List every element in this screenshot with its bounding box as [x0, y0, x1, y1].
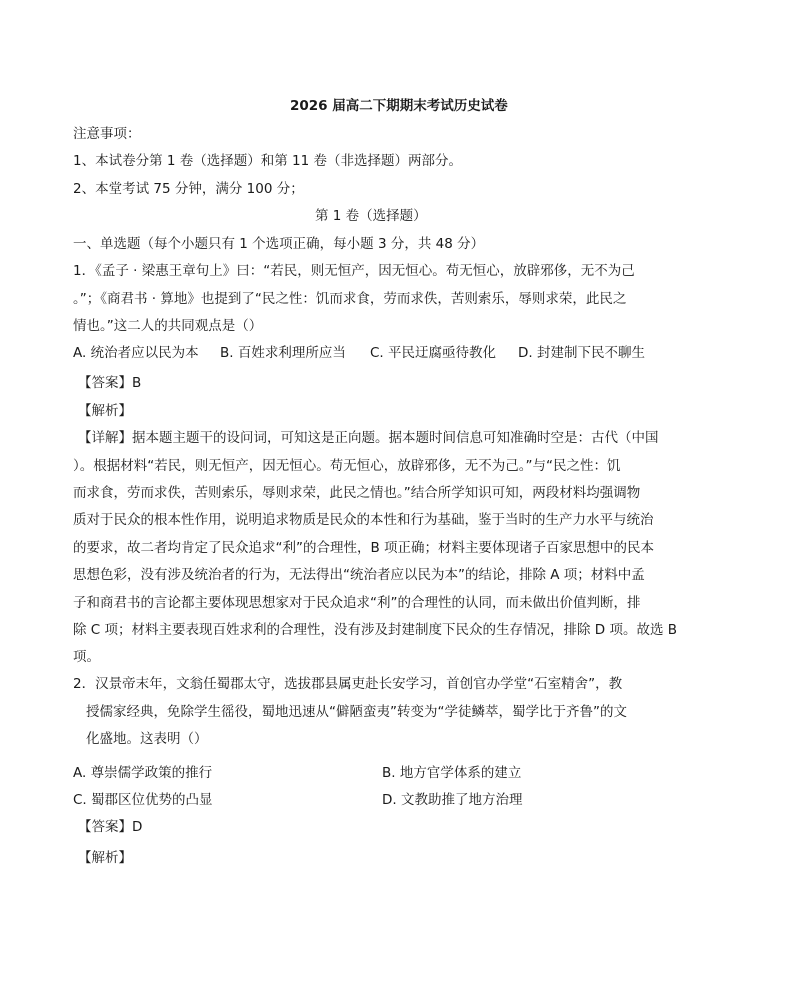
q2-answer: 【答案】D	[78, 819, 143, 835]
q1-option-d: D. 封建制下民不聊生	[518, 345, 645, 361]
q2-option-d: D. 文教助推了地方治理	[382, 792, 523, 808]
q1-stem-line: 。”；《商君书 · 算地》也提到了“民之性：饥而求食，劳而求佚，苦则索乐，辱则求荣，此民之	[73, 291, 627, 307]
q1-analysis-line: 子和商君书的言论都主要体现思想家对于民众追求“利”的合理性的认同，而未做出价值判断，排	[73, 595, 641, 611]
page-title: 2026 届高二下期期末考试历史试卷	[290, 98, 508, 114]
q2-analysis-label: 【解析】	[78, 850, 132, 866]
q1-analysis-line: 质对于民众的根本性作用，说明追求物质是民众的本性和行为基础，鉴于当时的生产力水平与统治	[73, 512, 654, 528]
q1-option-c: C. 平民迂腐亟待教化	[370, 345, 497, 361]
notice-item: 1、本试卷分第 1 卷（选择题）和第 11 卷（非选择题）两部分。	[73, 153, 463, 169]
q2-stem-line: 化盛地。这表明（）	[86, 731, 208, 747]
part-heading: 一、单选题（每个小题只有 1 个选项正确，每小题 3 分，共 48 分）	[73, 236, 485, 252]
q2-option-a: A. 尊崇儒学政策的推行	[73, 765, 213, 781]
q1-analysis-line: 除 C 项；材料主要表现百姓求利的合理性，没有涉及封建制度下民众的生存情况，排除 D 项。故选 B	[73, 622, 678, 638]
q2-option-b: B. 地方官学体系的建立	[382, 765, 522, 781]
q1-analysis-line: ）。根据材料“若民，则无恒产，因无恒心。苟无恒心，放辟邪侈，无不为己。”与“民之性：饥	[73, 458, 621, 474]
q1-option-a: A. 统治者应以民为本	[73, 345, 199, 361]
q1-analysis-line: 思想色彩，没有涉及统治者的行为，无法得出“统治者应以民为本”的结论，排除 A 项；材料中孟	[73, 567, 645, 583]
q2-option-c: C. 蜀郡区位优势的凸显	[73, 792, 213, 808]
section-title: 第 1 卷（选择题）	[315, 208, 427, 224]
notice-item: 2、本堂考试 75 分钟，满分 100 分；	[73, 181, 304, 197]
q2-stem-line: 2．汉景帝末年，文翁任蜀郡太守，选拔郡县属吏赴长安学习，首创官办学堂“石室精舍”，教	[73, 676, 623, 692]
q1-analysis-line: 项。	[73, 649, 100, 665]
q1-option-b: B. 百姓求利理所应当	[220, 345, 346, 361]
q1-analysis-label: 【解析】	[78, 403, 132, 419]
q1-analysis-line: 的要求，故二者均肯定了民众追求“利”的合理性，B 项正确；材料主要体现诸子百家思想中的民本	[73, 540, 655, 556]
q1-stem-line: 情也。”这二人的共同观点是（）	[73, 318, 263, 334]
q2-stem-line: 授儒家经典，免除学生徭役，蜀地迅速从“僻陋蛮夷”转变为“学徒鳞萃，蜀学比于齐鲁”的文	[86, 704, 627, 720]
q1-stem-line: 1．《孟子 · 梁惠王章句上》曰：“若民，则无恒产，因无恒心。苟无恒心，放辟邪侈，无不为己	[73, 263, 635, 279]
q1-answer: 【答案】B	[78, 375, 142, 391]
notice-heading: 注意事项：	[73, 126, 141, 142]
q1-analysis-line: 【详解】据本题主题干的设问词，可知这是正向题。据本题时间信息可知准确时空是：古代（中国	[78, 430, 659, 446]
q1-analysis-line: 而求食，劳而求佚，苦则索乐，辱则求荣，此民之情也。”结合所学知识可知，两段材料均强调物	[73, 485, 641, 501]
